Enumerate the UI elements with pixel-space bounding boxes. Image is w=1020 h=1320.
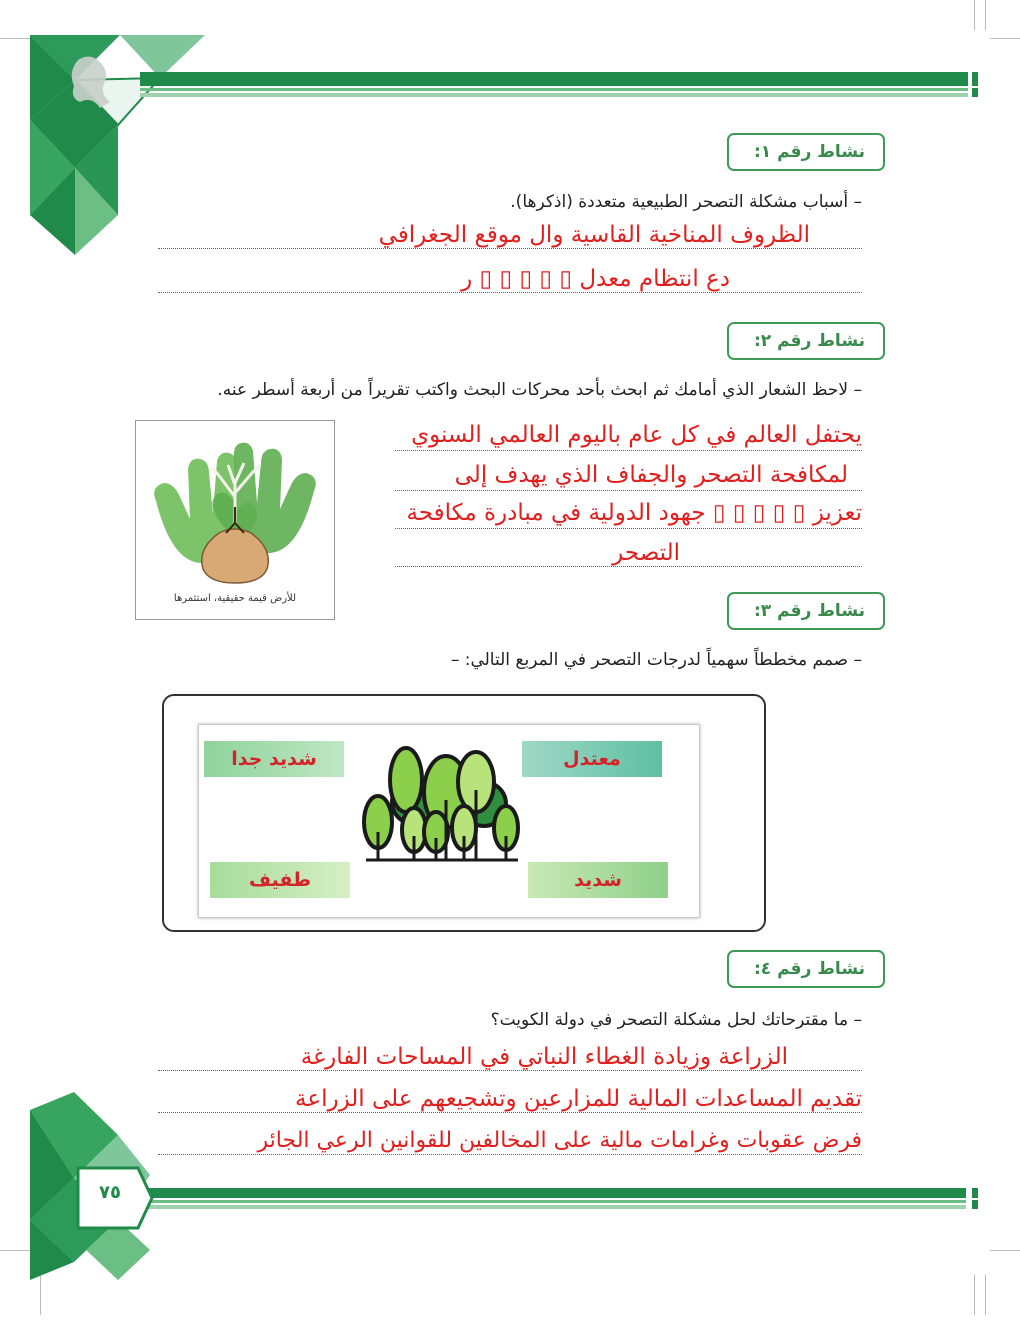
activity-1-label: نشاط رقم ١: [753, 142, 865, 162]
activity-4-badge [727, 950, 885, 988]
activity-1-answer-1: الظروف المناخية القاسية وال موقع الجغرافي [378, 222, 810, 248]
answer-line [395, 528, 862, 529]
degree-severe [528, 862, 668, 898]
activity-4-label: نشاط رقم ٤: [753, 959, 865, 979]
activity-2-label: نشاط رقم ٢: [753, 331, 865, 351]
page-number: ٧٥ [99, 1182, 121, 1203]
crop-mark [990, 1250, 1020, 1251]
activity-2-answer-1: يحتفل العالم في كل عام باليوم العالمي السنوي [411, 422, 862, 448]
degree-severe-label: شديد [574, 869, 622, 891]
activity-4-question: – ما مقترحاتك لحل مشكلة التصحر في دولة الكويت؟ [490, 1010, 862, 1030]
activity-1-answer-2: دع انتظام معدل ▯ ▯ ▯ ▯ ▯ ر [461, 266, 730, 292]
footer-decoration [0, 1080, 990, 1280]
activity-2-answer-3: تعزيز ▯ ▯ ▯ ▯ ▯ جهود الدولية في مبادرة مكافحة [406, 500, 862, 526]
activity-3-badge [727, 592, 885, 630]
activity-1-question: – أسباب مشكلة التصحر الطبيعية متعددة (اذكرها). [510, 192, 862, 212]
desertification-day-logo [135, 420, 335, 620]
crop-mark [974, 1275, 975, 1315]
activity-3-label: نشاط رقم ٣: [753, 601, 865, 621]
crop-mark [40, 1275, 41, 1315]
hands-tree-icon [136, 421, 334, 589]
degree-slight-label: طفيف [249, 869, 311, 891]
activity-4-answer-3: فرض عقوبات وغرامات مالية على المخالفين للقوانين الرعي الجائر [257, 1128, 862, 1153]
activity-1-badge [727, 133, 885, 171]
degree-slight [210, 862, 350, 898]
answer-line [395, 450, 862, 451]
logo-caption: للأرض قيمة حقيقية، استثمرها [173, 593, 297, 604]
activity-2-question: – لاحظ الشعار الذي أمامك ثم ابحث بأحد محركات البحث واكتب تقريراً من أربعة أسطر عنه. [217, 380, 862, 400]
answer-line [395, 566, 862, 567]
degree-very-severe [204, 741, 344, 777]
activity-3-question: – صمم مخططاً سهمياً لدرجات التصحر في المربع التالي: – [450, 650, 862, 670]
degree-moderate-label: معتدل [563, 748, 621, 770]
crop-mark [985, 0, 986, 30]
answer-line [158, 292, 862, 293]
activity-4-answer-1: الزراعة وزيادة الغطاء النباتي في المساحات الفارغة [300, 1044, 788, 1070]
answer-line [395, 490, 862, 491]
forest-icon [356, 740, 526, 870]
activity-2-answer-2: لمكافحة التصحر والجفاف الذي يهدف إلى [454, 462, 848, 488]
activity-4-answer-2: تقديم المساعدات المالية للمزارعين وتشجيعهم على الزراعة [295, 1086, 862, 1112]
crop-mark [990, 38, 1020, 39]
activity-2-answer-4: التصحر [612, 540, 680, 566]
degree-moderate [522, 741, 662, 777]
activity-2-badge [727, 322, 885, 360]
header-decoration [0, 0, 980, 260]
answer-line [158, 1070, 862, 1071]
answer-line [158, 248, 862, 249]
crop-mark [985, 1275, 986, 1315]
degree-very-severe-label: شديد جدا [231, 748, 317, 770]
